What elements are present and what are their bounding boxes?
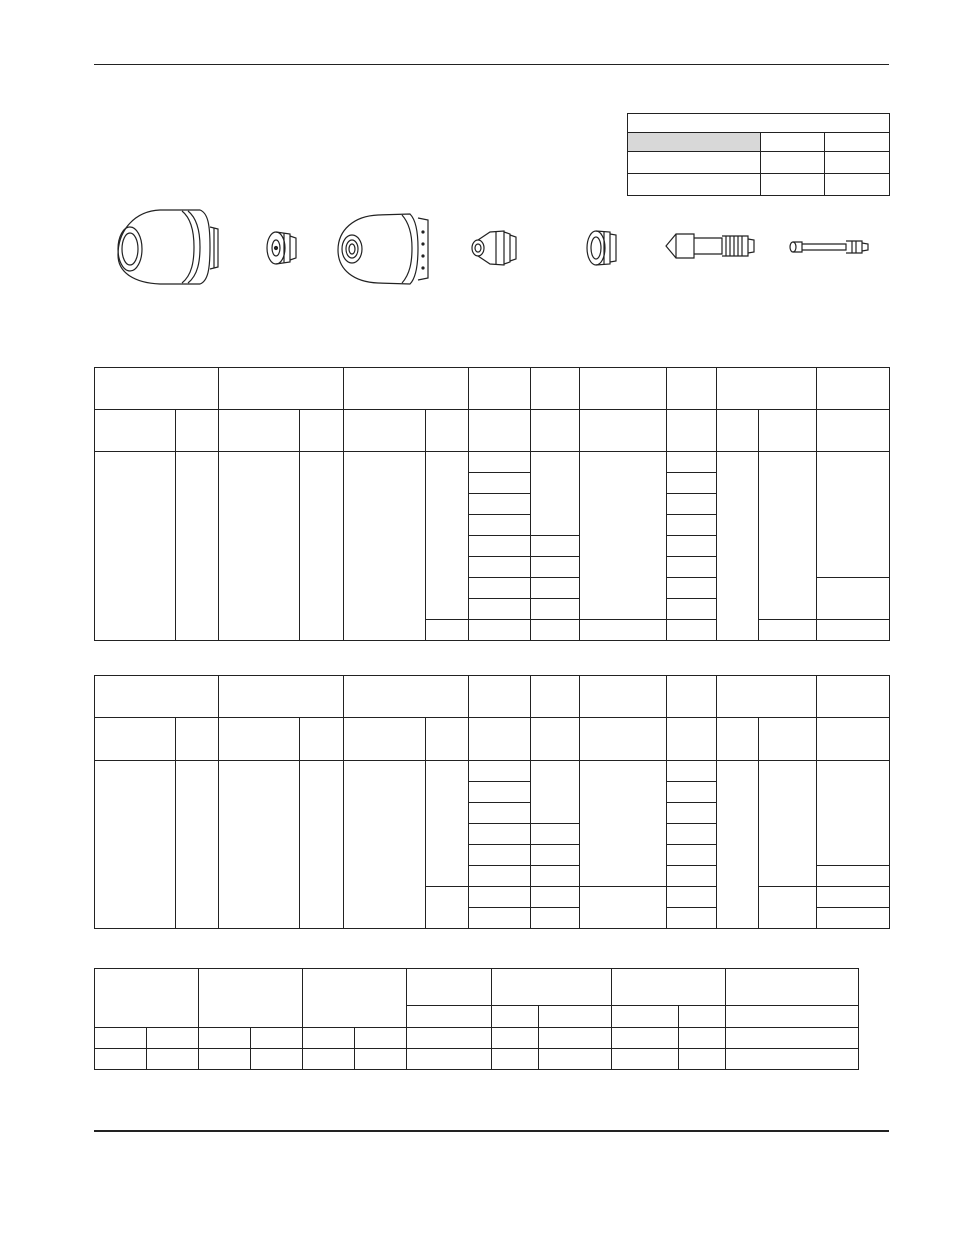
- table2-subheader-cell: [717, 718, 759, 761]
- table1-subheader-cell: [426, 410, 469, 452]
- small-table-cell: [761, 133, 825, 152]
- table2-subheader-cell: [300, 718, 344, 761]
- small-table-cell: [628, 133, 761, 152]
- table2-cell: [95, 761, 176, 929]
- table1-header-cell: [95, 368, 219, 410]
- table1-subheader-cell: [717, 410, 759, 452]
- table1-subheader-cell: [95, 410, 176, 452]
- table3-cell: [95, 1028, 147, 1049]
- table3-cell: [726, 1049, 859, 1070]
- table1-cell: [531, 578, 580, 599]
- table2-header-cell: [580, 676, 667, 718]
- table1-cell: [469, 599, 531, 620]
- shield-cap-icon: [262, 228, 302, 268]
- table1-cell: [469, 473, 531, 494]
- table2-subheader-cell: [219, 718, 300, 761]
- table2-cell: [667, 803, 717, 824]
- table2-cell: [300, 761, 344, 929]
- table1-subheader-cell: [300, 410, 344, 452]
- table3-subheader-cell: [407, 1006, 492, 1028]
- small-table-cell: [825, 152, 890, 174]
- small-table-cell: [628, 174, 761, 196]
- table2-cell: [531, 761, 580, 824]
- table1-subheader-cell: [667, 410, 717, 452]
- table3-header-cell: [303, 969, 407, 1028]
- table2-cell: [817, 887, 890, 908]
- table3-subheader-cell: [539, 1006, 612, 1028]
- table3-subheader-cell: [492, 1006, 539, 1028]
- table2-cell: [469, 761, 531, 782]
- table2-cell: [817, 908, 890, 929]
- table1-cell: [176, 452, 219, 641]
- table1-cell: [469, 494, 531, 515]
- table3-cell: [251, 1028, 303, 1049]
- table1-cell: [580, 452, 667, 620]
- table3-cell: [407, 1028, 492, 1049]
- table3-subheader-cell: [612, 1006, 679, 1028]
- table3-cell: [612, 1049, 679, 1070]
- table3-header-cell: [95, 969, 199, 1028]
- table3-cell: [199, 1028, 251, 1049]
- table3-cell: [147, 1049, 199, 1070]
- table2-cell: [531, 824, 580, 845]
- table3-cell: [355, 1049, 407, 1070]
- table2-subheader-cell: [426, 718, 469, 761]
- table1-cell: [759, 452, 817, 620]
- table3-cell: [95, 1049, 147, 1070]
- footer-rule: [94, 1130, 889, 1132]
- table2-header-cell: [219, 676, 344, 718]
- table1-cell: [95, 452, 176, 641]
- table3-header-cell: [492, 969, 612, 1006]
- table3-cell: [539, 1049, 612, 1070]
- table2-cell: [580, 887, 667, 929]
- table2-cell: [531, 866, 580, 887]
- table2-subheader-cell: [531, 718, 580, 761]
- table3-cell: [679, 1028, 726, 1049]
- table1-cell: [531, 599, 580, 620]
- table1-subheader-cell: [469, 410, 531, 452]
- table1-subheader-cell: [580, 410, 667, 452]
- table3-cell: [492, 1049, 539, 1070]
- table1-cell: [300, 452, 344, 641]
- table3-subheader-cell: [726, 1006, 859, 1028]
- table1-cell: [667, 557, 717, 578]
- process-table-1: [94, 367, 890, 641]
- table3-header-cell: [199, 969, 303, 1028]
- table3-header-cell: [726, 969, 859, 1006]
- electrode-icon: [664, 230, 764, 264]
- table2-cell: [667, 887, 717, 908]
- table1-header-cell: [667, 368, 717, 410]
- table2-cell: [219, 761, 300, 929]
- table2-cell: [667, 845, 717, 866]
- table3-cell: [303, 1028, 355, 1049]
- table2-cell: [469, 845, 531, 866]
- table2-cell: [759, 887, 817, 929]
- table1-cell: [531, 452, 580, 536]
- table1-header-cell: [531, 368, 580, 410]
- table1-cell: [667, 578, 717, 599]
- header-rule: [94, 64, 889, 65]
- table2-cell: [469, 908, 531, 929]
- table2-subheader-cell: [580, 718, 667, 761]
- table2-cell: [469, 803, 531, 824]
- table3-cell: [251, 1049, 303, 1070]
- small-table-cell: [825, 133, 890, 152]
- table1-header-cell: [580, 368, 667, 410]
- table1-header-cell: [344, 368, 469, 410]
- swirl-ring-icon: [584, 226, 626, 270]
- small-table-cell: [825, 174, 890, 196]
- table1-subheader-cell: [817, 410, 890, 452]
- small-reference-table: [627, 113, 890, 196]
- table2-cell: [580, 761, 667, 887]
- table2-cell: [176, 761, 219, 929]
- table1-cell: [344, 452, 426, 641]
- table3-cell: [407, 1049, 492, 1070]
- table2-cell: [531, 887, 580, 908]
- small-table-cell: [761, 152, 825, 174]
- table1-cell: [759, 620, 817, 641]
- small-table-header: [628, 114, 890, 133]
- table2-subheader-cell: [759, 718, 817, 761]
- table2-cell: [667, 761, 717, 782]
- table2-cell: [667, 866, 717, 887]
- table2-subheader-cell: [469, 718, 531, 761]
- table2-cell: [469, 887, 531, 908]
- table1-cell: [531, 620, 580, 641]
- table1-cell: [580, 620, 667, 641]
- table1-cell: [469, 515, 531, 536]
- table2-subheader-cell: [95, 718, 176, 761]
- table1-cell: [817, 578, 890, 620]
- table1-cell: [469, 452, 531, 473]
- table1-cell: [667, 473, 717, 494]
- table1-cell: [426, 452, 469, 620]
- process-table-2: [94, 675, 890, 929]
- table1-cell: [667, 620, 717, 641]
- table2-cell: [817, 866, 890, 887]
- table1-cell: [667, 515, 717, 536]
- table2-cell: [344, 761, 426, 929]
- table3-cell: [199, 1049, 251, 1070]
- table2-cell: [667, 782, 717, 803]
- table3-cell: [147, 1028, 199, 1049]
- table2-header-cell: [667, 676, 717, 718]
- table2-header-cell: [531, 676, 580, 718]
- table2-subheader-cell: [667, 718, 717, 761]
- table2-cell: [667, 824, 717, 845]
- table1-cell: [219, 452, 300, 641]
- table2-cell: [759, 761, 817, 887]
- small-table-cell: [761, 174, 825, 196]
- table1-cell: [531, 557, 580, 578]
- table1-cell: [667, 536, 717, 557]
- shield-icon: [110, 205, 230, 290]
- table2-subheader-cell: [344, 718, 426, 761]
- table1-header-cell: [219, 368, 344, 410]
- table2-cell: [469, 782, 531, 803]
- table2-cell: [531, 845, 580, 866]
- table3-cell: [679, 1049, 726, 1070]
- table1-cell: [469, 557, 531, 578]
- table1-cell: [817, 620, 890, 641]
- table3-cell: [726, 1028, 859, 1049]
- table1-cell: [667, 599, 717, 620]
- table2-subheader-cell: [817, 718, 890, 761]
- table3-header-cell: [407, 969, 492, 1006]
- table1-cell: [531, 536, 580, 557]
- table1-cell: [667, 494, 717, 515]
- table3-cell: [492, 1028, 539, 1049]
- table2-cell: [817, 761, 890, 866]
- parameters-table: [94, 968, 859, 1070]
- table1-header-cell: [817, 368, 890, 410]
- table1-subheader-cell: [344, 410, 426, 452]
- table3-cell: [303, 1049, 355, 1070]
- table3-cell: [612, 1028, 679, 1049]
- table1-cell: [717, 452, 759, 641]
- table1-cell: [426, 620, 469, 641]
- table1-subheader-cell: [531, 410, 580, 452]
- small-table-cell: [628, 152, 761, 174]
- table1-cell: [469, 620, 531, 641]
- table3-subheader-cell: [679, 1006, 726, 1028]
- table1-cell: [817, 452, 890, 578]
- table3-header-cell: [612, 969, 726, 1006]
- table1-subheader-cell: [759, 410, 817, 452]
- table2-cell: [531, 908, 580, 929]
- table1-cell: [469, 536, 531, 557]
- table2-cell: [426, 761, 469, 887]
- table2-cell: [469, 824, 531, 845]
- table1-subheader-cell: [176, 410, 219, 452]
- table2-cell: [426, 887, 469, 929]
- table2-header-cell: [469, 676, 531, 718]
- table1-cell: [469, 578, 531, 599]
- table2-header-cell: [344, 676, 469, 718]
- retaining-cap-icon: [332, 210, 442, 288]
- table2-cell: [469, 866, 531, 887]
- table3-cell: [355, 1028, 407, 1049]
- table2-cell: [717, 761, 759, 929]
- table2-header-cell: [95, 676, 219, 718]
- table2-header-cell: [817, 676, 890, 718]
- table1-header-cell: [469, 368, 531, 410]
- table3-cell: [539, 1028, 612, 1049]
- table2-cell: [667, 908, 717, 929]
- table2-header-cell: [717, 676, 817, 718]
- nozzle-icon: [468, 226, 524, 270]
- table1-cell: [667, 452, 717, 473]
- table1-subheader-cell: [219, 410, 300, 452]
- water-tube-icon: [788, 236, 874, 258]
- table1-header-cell: [717, 368, 817, 410]
- table2-subheader-cell: [176, 718, 219, 761]
